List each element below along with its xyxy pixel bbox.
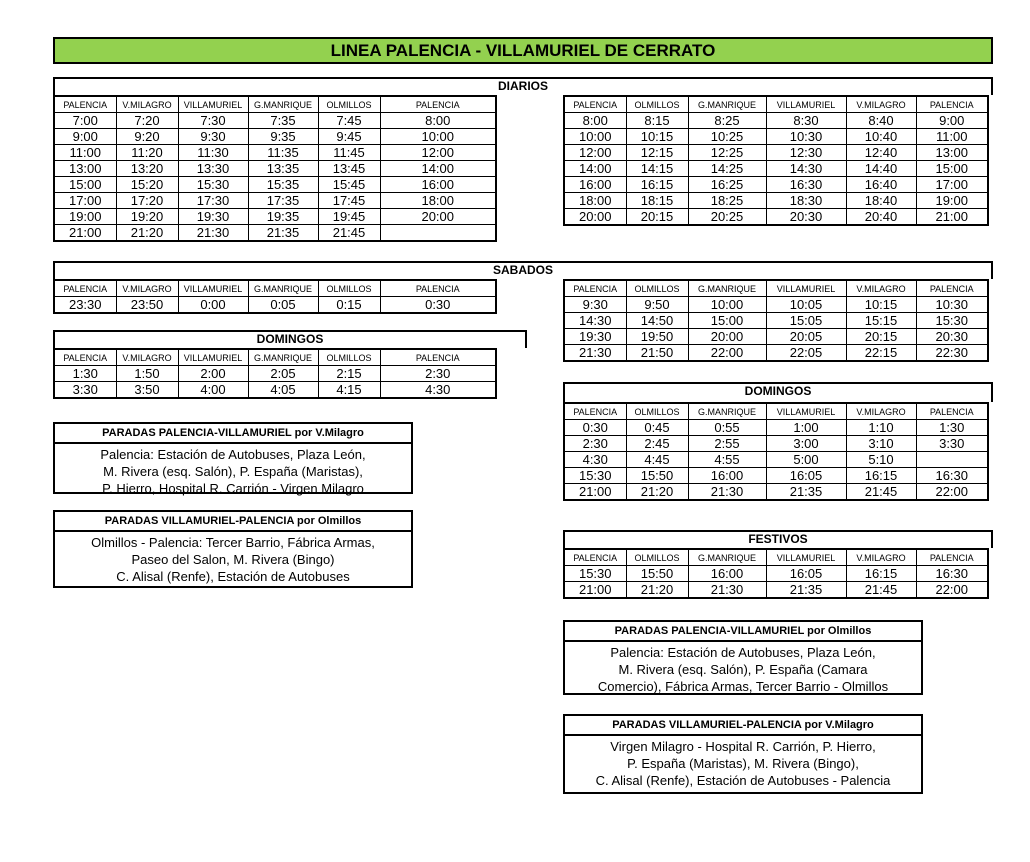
table-row bbox=[54, 177, 496, 193]
column-header: OLMILLOS bbox=[318, 349, 380, 366]
time-cell: 5:00 bbox=[766, 452, 846, 468]
time-cell: 15:20 bbox=[116, 177, 178, 193]
time-cell: 21:20 bbox=[626, 484, 688, 501]
time-cell: 15:30 bbox=[178, 177, 248, 193]
table-row bbox=[564, 345, 988, 362]
column-header: PALENCIA bbox=[916, 403, 988, 420]
table-row bbox=[564, 582, 988, 599]
column-header: PALENCIA bbox=[380, 280, 496, 297]
stops-title: PARADAS VILLAMURIEL-PALENCIA por V.Milagro bbox=[565, 716, 921, 736]
time-cell: 2:05 bbox=[248, 366, 318, 382]
column-header: G.MANRIQUE bbox=[248, 349, 318, 366]
time-cell: 23:30 bbox=[54, 297, 116, 314]
time-cell: 8:15 bbox=[626, 113, 688, 129]
time-cell: 2:30 bbox=[564, 436, 626, 452]
time-cell: 3:10 bbox=[846, 436, 916, 452]
time-cell: 16:00 bbox=[688, 468, 766, 484]
diarios-title: DIARIOS bbox=[497, 79, 548, 93]
time-cell: 15:30 bbox=[564, 468, 626, 484]
stops-title: PARADAS PALENCIA-VILLAMURIEL por V.Milagro bbox=[55, 424, 411, 444]
column-header: OLMILLOS bbox=[626, 96, 688, 113]
time-cell: 21:00 bbox=[564, 484, 626, 501]
column-header: PALENCIA bbox=[54, 349, 116, 366]
time-cell: 15:45 bbox=[318, 177, 380, 193]
time-cell: 16:30 bbox=[766, 177, 846, 193]
time-cell: 18:40 bbox=[846, 193, 916, 209]
stop-line: Comercio), Fábrica Armas, Tercer Barrio - Olmillos bbox=[597, 679, 889, 694]
time-cell: 1:00 bbox=[766, 420, 846, 436]
time-cell: 14:30 bbox=[564, 313, 626, 329]
time-cell: 2:00 bbox=[178, 366, 248, 382]
table-row bbox=[564, 209, 988, 226]
time-cell: 11:30 bbox=[178, 145, 248, 161]
time-cell: 3:30 bbox=[916, 436, 988, 452]
stop-line: M. Rivera (esq. Salón), P. España (Camara bbox=[618, 662, 868, 677]
time-cell: 9:35 bbox=[248, 129, 318, 145]
time-cell: 19:00 bbox=[54, 209, 116, 225]
time-cell: 4:30 bbox=[380, 382, 496, 399]
domingos-right-title: DOMINGOS bbox=[744, 384, 812, 398]
stops-title: PARADAS PALENCIA-VILLAMURIEL por Olmillos bbox=[565, 622, 921, 642]
time-cell: 3:00 bbox=[766, 436, 846, 452]
table-row bbox=[564, 161, 988, 177]
time-cell: 20:25 bbox=[688, 209, 766, 226]
time-cell: 8:00 bbox=[380, 113, 496, 129]
time-cell: 1:30 bbox=[916, 420, 988, 436]
column-header: OLMILLOS bbox=[318, 280, 380, 297]
time-cell: 7:35 bbox=[248, 113, 318, 129]
time-cell: 16:25 bbox=[688, 177, 766, 193]
time-cell: 21:35 bbox=[766, 484, 846, 501]
column-header: PALENCIA bbox=[380, 96, 496, 113]
time-cell: 17:00 bbox=[916, 177, 988, 193]
column-header: PALENCIA bbox=[54, 280, 116, 297]
time-cell: 0:30 bbox=[380, 297, 496, 314]
time-cell: 15:35 bbox=[248, 177, 318, 193]
time-cell: 12:15 bbox=[626, 145, 688, 161]
stop-line: P. España (Maristas), M. Rivera (Bingo), bbox=[627, 756, 859, 771]
time-cell: 19:20 bbox=[116, 209, 178, 225]
table-row bbox=[54, 225, 496, 242]
column-header: V.MILAGRO bbox=[846, 96, 916, 113]
column-header: VILLAMURIEL bbox=[766, 403, 846, 420]
column-header: V.MILAGRO bbox=[846, 403, 916, 420]
table-row bbox=[54, 129, 496, 145]
time-cell: 1:50 bbox=[116, 366, 178, 382]
time-cell: 17:35 bbox=[248, 193, 318, 209]
time-cell: 21:45 bbox=[846, 484, 916, 501]
time-cell: 8:30 bbox=[766, 113, 846, 129]
time-cell: 16:00 bbox=[688, 566, 766, 582]
diarios-right-table bbox=[563, 95, 989, 226]
time-cell: 4:15 bbox=[318, 382, 380, 399]
column-header: OLMILLOS bbox=[318, 96, 380, 113]
table-header-row bbox=[54, 280, 496, 297]
table-row bbox=[564, 297, 988, 313]
time-cell: 9:00 bbox=[54, 129, 116, 145]
time-cell: 19:50 bbox=[626, 329, 688, 345]
time-cell: 10:25 bbox=[688, 129, 766, 145]
sabados-right-table bbox=[563, 279, 989, 362]
time-cell: 21:35 bbox=[766, 582, 846, 599]
time-cell: 13:30 bbox=[178, 161, 248, 177]
table-row bbox=[564, 566, 988, 582]
time-cell: 3:50 bbox=[116, 382, 178, 399]
time-cell: 15:30 bbox=[564, 566, 626, 582]
table-header-row bbox=[54, 96, 496, 113]
time-cell: 19:30 bbox=[178, 209, 248, 225]
time-cell: 13:45 bbox=[318, 161, 380, 177]
time-cell: 21:20 bbox=[116, 225, 178, 242]
sabados-left-table bbox=[53, 279, 497, 314]
stops-villamuriel-palencia-milagro bbox=[563, 714, 923, 794]
time-cell: 14:15 bbox=[626, 161, 688, 177]
time-cell: 20:00 bbox=[564, 209, 626, 226]
time-cell: 15:00 bbox=[54, 177, 116, 193]
stop-line: Olmillos - Palencia: Tercer Barrio, Fábrica Armas, bbox=[91, 535, 375, 550]
column-header: PALENCIA bbox=[916, 280, 988, 297]
time-cell: 1:10 bbox=[846, 420, 916, 436]
column-header: G.MANRIQUE bbox=[688, 96, 766, 113]
time-cell: 20:15 bbox=[846, 329, 916, 345]
time-cell bbox=[380, 225, 496, 242]
festivos-table bbox=[563, 548, 989, 599]
time-cell: 15:50 bbox=[626, 566, 688, 582]
time-cell: 12:30 bbox=[766, 145, 846, 161]
column-header: VILLAMURIEL bbox=[766, 549, 846, 566]
time-cell: 11:35 bbox=[248, 145, 318, 161]
column-header: PALENCIA bbox=[564, 280, 626, 297]
time-cell: 21:00 bbox=[916, 209, 988, 226]
time-cell: 11:00 bbox=[54, 145, 116, 161]
stop-line: Paseo del Salon, M. Rivera (Bingo) bbox=[131, 552, 335, 567]
time-cell: 22:15 bbox=[846, 345, 916, 362]
time-cell: 0:55 bbox=[688, 420, 766, 436]
time-cell: 9:20 bbox=[116, 129, 178, 145]
time-cell: 21:50 bbox=[626, 345, 688, 362]
time-cell: 22:30 bbox=[916, 345, 988, 362]
time-cell: 4:05 bbox=[248, 382, 318, 399]
time-cell: 16:00 bbox=[564, 177, 626, 193]
column-header: PALENCIA bbox=[916, 549, 988, 566]
table-header-row bbox=[564, 403, 988, 420]
time-cell: 19:00 bbox=[916, 193, 988, 209]
time-cell: 2:15 bbox=[318, 366, 380, 382]
time-cell: 22:05 bbox=[766, 345, 846, 362]
time-cell: 10:00 bbox=[688, 297, 766, 313]
time-cell: 8:25 bbox=[688, 113, 766, 129]
time-cell: 9:30 bbox=[564, 297, 626, 313]
stop-line: C. Alisal (Renfe), Estación de Autobuses - Palencia bbox=[595, 773, 891, 788]
time-cell: 9:00 bbox=[916, 113, 988, 129]
time-cell: 20:15 bbox=[626, 209, 688, 226]
time-cell: 7:45 bbox=[318, 113, 380, 129]
time-cell: 12:00 bbox=[380, 145, 496, 161]
time-cell: 18:00 bbox=[380, 193, 496, 209]
column-header: VILLAMURIEL bbox=[178, 349, 248, 366]
column-header: PALENCIA bbox=[54, 96, 116, 113]
time-cell: 19:45 bbox=[318, 209, 380, 225]
column-header: G.MANRIQUE bbox=[688, 403, 766, 420]
time-cell: 16:05 bbox=[766, 468, 846, 484]
diarios-left-table bbox=[53, 95, 497, 242]
stop-line: Virgen Milagro - Hospital R. Carrión, P. Hierro, bbox=[610, 739, 876, 754]
table-row bbox=[564, 313, 988, 329]
column-header: G.MANRIQUE bbox=[248, 96, 318, 113]
stop-line: M. Rivera (esq. Salón), P. España (Maristas), bbox=[103, 464, 363, 479]
time-cell: 2:45 bbox=[626, 436, 688, 452]
table-row bbox=[54, 145, 496, 161]
column-header: VILLAMURIEL bbox=[766, 96, 846, 113]
timetable bbox=[563, 402, 989, 501]
time-cell: 3:30 bbox=[54, 382, 116, 399]
column-header: OLMILLOS bbox=[626, 280, 688, 297]
domingos-left-table bbox=[53, 348, 497, 399]
time-cell: 16:05 bbox=[766, 566, 846, 582]
stop-line: Palencia: Estación de Autobuses, Plaza León, bbox=[610, 645, 876, 660]
time-cell: 16:40 bbox=[846, 177, 916, 193]
column-header: OLMILLOS bbox=[626, 403, 688, 420]
table-row bbox=[564, 329, 988, 345]
time-cell: 14:30 bbox=[766, 161, 846, 177]
table-row bbox=[54, 161, 496, 177]
time-cell: 8:40 bbox=[846, 113, 916, 129]
time-cell: 10:00 bbox=[380, 129, 496, 145]
time-cell: 15:30 bbox=[916, 313, 988, 329]
column-header: PALENCIA bbox=[916, 96, 988, 113]
time-cell: 15:50 bbox=[626, 468, 688, 484]
time-cell: 0:05 bbox=[248, 297, 318, 314]
time-cell: 18:25 bbox=[688, 193, 766, 209]
column-header: VILLAMURIEL bbox=[178, 96, 248, 113]
stops-list bbox=[55, 532, 411, 585]
time-cell: 21:30 bbox=[688, 582, 766, 599]
time-cell: 14:25 bbox=[688, 161, 766, 177]
timetable bbox=[53, 279, 497, 314]
time-cell: 14:00 bbox=[380, 161, 496, 177]
table-row bbox=[564, 484, 988, 501]
time-cell: 2:55 bbox=[688, 436, 766, 452]
time-cell: 12:00 bbox=[564, 145, 626, 161]
timetable bbox=[563, 279, 989, 362]
table-row bbox=[564, 436, 988, 452]
time-cell: 14:50 bbox=[626, 313, 688, 329]
time-cell: 16:00 bbox=[380, 177, 496, 193]
table-row bbox=[54, 193, 496, 209]
stops-list bbox=[565, 736, 921, 789]
table-row bbox=[564, 420, 988, 436]
time-cell: 21:00 bbox=[54, 225, 116, 242]
festivos-title: FESTIVOS bbox=[748, 532, 808, 546]
time-cell: 16:15 bbox=[626, 177, 688, 193]
table-row bbox=[54, 297, 496, 314]
time-cell: 13:20 bbox=[116, 161, 178, 177]
column-header: V.MILAGRO bbox=[116, 349, 178, 366]
table-header-row bbox=[564, 280, 988, 297]
table-row bbox=[54, 366, 496, 382]
time-cell: 9:50 bbox=[626, 297, 688, 313]
column-header: PALENCIA bbox=[564, 549, 626, 566]
time-cell: 20:40 bbox=[846, 209, 916, 226]
time-cell: 15:05 bbox=[766, 313, 846, 329]
stop-line: Palencia: Estación de Autobuses, Plaza León, bbox=[100, 447, 366, 462]
stop-line: C. Alisal (Renfe), Estación de Autobuses bbox=[116, 569, 350, 584]
table-header-row bbox=[54, 349, 496, 366]
time-cell: 21:30 bbox=[178, 225, 248, 242]
time-cell: 5:10 bbox=[846, 452, 916, 468]
timetable bbox=[53, 95, 497, 242]
time-cell: 10:30 bbox=[916, 297, 988, 313]
time-cell: 13:00 bbox=[916, 145, 988, 161]
time-cell: 15:00 bbox=[916, 161, 988, 177]
time-cell: 17:30 bbox=[178, 193, 248, 209]
time-cell: 22:00 bbox=[916, 582, 988, 599]
time-cell: 2:30 bbox=[380, 366, 496, 382]
time-cell: 10:40 bbox=[846, 129, 916, 145]
time-cell: 11:20 bbox=[116, 145, 178, 161]
time-cell: 9:30 bbox=[178, 129, 248, 145]
time-cell: 11:45 bbox=[318, 145, 380, 161]
time-cell: 20:30 bbox=[766, 209, 846, 226]
time-cell: 10:15 bbox=[846, 297, 916, 313]
time-cell: 1:30 bbox=[54, 366, 116, 382]
time-cell: 4:45 bbox=[626, 452, 688, 468]
time-cell: 21:45 bbox=[846, 582, 916, 599]
time-cell: 7:30 bbox=[178, 113, 248, 129]
column-header: V.MILAGRO bbox=[116, 96, 178, 113]
column-header: V.MILAGRO bbox=[846, 549, 916, 566]
time-cell: 15:00 bbox=[688, 313, 766, 329]
time-cell: 14:40 bbox=[846, 161, 916, 177]
time-cell: 14:00 bbox=[564, 161, 626, 177]
time-cell: 9:45 bbox=[318, 129, 380, 145]
stops-list bbox=[565, 642, 921, 695]
time-cell: 0:30 bbox=[564, 420, 626, 436]
table-row bbox=[564, 177, 988, 193]
time-cell: 7:00 bbox=[54, 113, 116, 129]
time-cell: 0:15 bbox=[318, 297, 380, 314]
time-cell: 10:00 bbox=[564, 129, 626, 145]
time-cell: 16:15 bbox=[846, 468, 916, 484]
time-cell bbox=[916, 452, 988, 468]
column-header: G.MANRIQUE bbox=[688, 549, 766, 566]
time-cell: 11:00 bbox=[916, 129, 988, 145]
time-cell: 18:00 bbox=[564, 193, 626, 209]
column-header: VILLAMURIEL bbox=[766, 280, 846, 297]
time-cell: 21:20 bbox=[626, 582, 688, 599]
time-cell: 22:00 bbox=[688, 345, 766, 362]
stops-list bbox=[55, 444, 411, 497]
time-cell: 20:30 bbox=[916, 329, 988, 345]
time-cell: 22:00 bbox=[916, 484, 988, 501]
time-cell: 21:45 bbox=[318, 225, 380, 242]
time-cell: 12:40 bbox=[846, 145, 916, 161]
time-cell: 17:00 bbox=[54, 193, 116, 209]
time-cell: 19:30 bbox=[564, 329, 626, 345]
time-cell: 15:15 bbox=[846, 313, 916, 329]
time-cell: 13:00 bbox=[54, 161, 116, 177]
column-header: PALENCIA bbox=[380, 349, 496, 366]
table-row bbox=[564, 113, 988, 129]
column-header: OLMILLOS bbox=[626, 549, 688, 566]
time-cell: 21:30 bbox=[688, 484, 766, 501]
table-header-row bbox=[564, 96, 988, 113]
time-cell: 0:45 bbox=[626, 420, 688, 436]
table-row bbox=[54, 113, 496, 129]
page-title: LINEA PALENCIA - VILLAMURIEL DE CERRATO bbox=[53, 37, 993, 64]
time-cell: 10:15 bbox=[626, 129, 688, 145]
timetable bbox=[563, 548, 989, 599]
time-cell: 8:00 bbox=[564, 113, 626, 129]
column-header: G.MANRIQUE bbox=[688, 280, 766, 297]
time-cell: 4:30 bbox=[564, 452, 626, 468]
table-row bbox=[564, 468, 988, 484]
time-cell: 16:30 bbox=[916, 566, 988, 582]
time-cell: 20:05 bbox=[766, 329, 846, 345]
time-cell: 4:55 bbox=[688, 452, 766, 468]
time-cell: 21:35 bbox=[248, 225, 318, 242]
time-cell: 4:00 bbox=[178, 382, 248, 399]
column-header: PALENCIA bbox=[564, 96, 626, 113]
time-cell: 17:45 bbox=[318, 193, 380, 209]
time-cell: 23:50 bbox=[116, 297, 178, 314]
table-row bbox=[564, 145, 988, 161]
time-cell: 16:15 bbox=[846, 566, 916, 582]
time-cell: 21:30 bbox=[564, 345, 626, 362]
time-cell: 16:30 bbox=[916, 468, 988, 484]
table-row bbox=[54, 209, 496, 225]
column-header: V.MILAGRO bbox=[846, 280, 916, 297]
column-header: PALENCIA bbox=[564, 403, 626, 420]
table-row bbox=[564, 193, 988, 209]
time-cell: 10:30 bbox=[766, 129, 846, 145]
table-row bbox=[564, 452, 988, 468]
table-header-row bbox=[564, 549, 988, 566]
column-header: VILLAMURIEL bbox=[178, 280, 248, 297]
time-cell: 20:00 bbox=[380, 209, 496, 225]
stops-title: PARADAS VILLAMURIEL-PALENCIA por Olmillos bbox=[55, 512, 411, 532]
time-cell: 18:15 bbox=[626, 193, 688, 209]
table-row bbox=[564, 129, 988, 145]
column-header: V.MILAGRO bbox=[116, 280, 178, 297]
domingos-left-title: DOMINGOS bbox=[256, 332, 324, 346]
time-cell: 7:20 bbox=[116, 113, 178, 129]
stops-villamuriel-palencia-olmillos bbox=[53, 510, 413, 588]
stops-palencia-villamuriel-olmillos bbox=[563, 620, 923, 695]
stops-palencia-villamuriel-milagro bbox=[53, 422, 413, 494]
time-cell: 18:30 bbox=[766, 193, 846, 209]
time-cell: 12:25 bbox=[688, 145, 766, 161]
time-cell: 21:00 bbox=[564, 582, 626, 599]
time-cell: 19:35 bbox=[248, 209, 318, 225]
sabados-title: SABADOS bbox=[492, 263, 553, 277]
column-header: G.MANRIQUE bbox=[248, 280, 318, 297]
timetable bbox=[563, 95, 989, 226]
stop-line: P. Hierro, Hospital R. Carrión - Virgen Milagro bbox=[102, 481, 364, 496]
time-cell: 13:35 bbox=[248, 161, 318, 177]
timetable bbox=[53, 348, 497, 399]
time-cell: 17:20 bbox=[116, 193, 178, 209]
time-cell: 10:05 bbox=[766, 297, 846, 313]
table-row bbox=[54, 382, 496, 399]
time-cell: 20:00 bbox=[688, 329, 766, 345]
domingos-right-table bbox=[563, 402, 989, 501]
time-cell: 0:00 bbox=[178, 297, 248, 314]
